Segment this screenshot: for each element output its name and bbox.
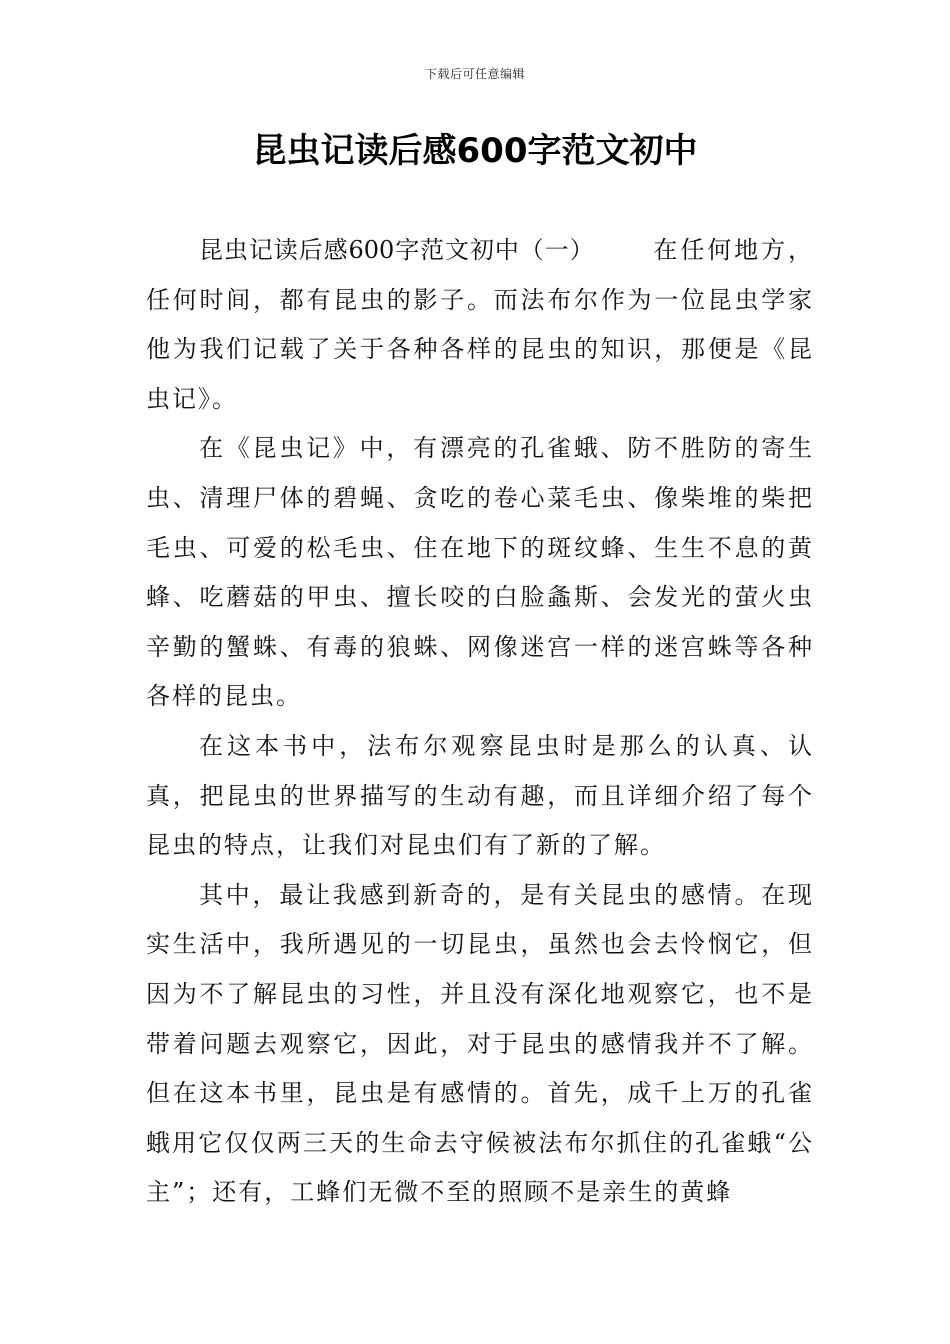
- paragraph-3: 在这本书中，法布尔观察昆虫时是那么的认真、认真，把昆虫的世界描写的生动有趣，而且详细介绍了每个昆虫的特点，让我们对昆虫们有了新的了解。: [146, 731, 814, 860]
- header-note: 下载后可任意编辑: [424, 67, 525, 81]
- document-title: 昆虫记读后感600字范文初中: [252, 131, 698, 171]
- paragraph-2: 在《昆虫记》中，有漂亮的孔雀蛾、防不胜防的寄生虫、清理尸体的碧蝇、贪吃的卷心菜毛虫、像柴堆的柴把毛虫、可爱的松毛虫、住在地下的斑纹蜂、生生不息的黄蜂、吃蘑菇的甲虫、擅长咬的白脸螽斯、会发光的萤火虫辛勤的蟹蛛、有毒的狼蛛、网像迷宫一样的迷宫蛛等各种各样的昆虫。: [146, 434, 814, 711]
- paragraph-1: [146, 226, 814, 424]
- paragraph-4: 其中，最让我感到新奇的，是有关昆虫的感情。在现实生活中，我所遇见的一切昆虫，虽然也会去怜悯它，但因为不了解昆虫的习性，并且没有深化地观察它，也不是带着问题去观察它，因此，对于昆虫的感情我并不了解。但在这本书里，昆虫是有感情的。首先，成千上万的孔雀蛾用它仅仅两三天的生命去守候被法布尔抓住的孔雀蛾“公主”；还有，工蜂们无微不至的照顾不是亲生的黄蜂: [146, 880, 814, 1207]
- intro-heading: 昆虫记读后感600字范文初中（一）: [199, 236, 595, 264]
- paragraph-1-text: 在任何地方，任何时间，都有昆虫的影子。而法布尔作为一位昆虫学家他为我们记载了关于各种各样的昆虫的知识，那便是《昆虫记》。: [146, 236, 814, 413]
- document-body: [146, 226, 814, 1218]
